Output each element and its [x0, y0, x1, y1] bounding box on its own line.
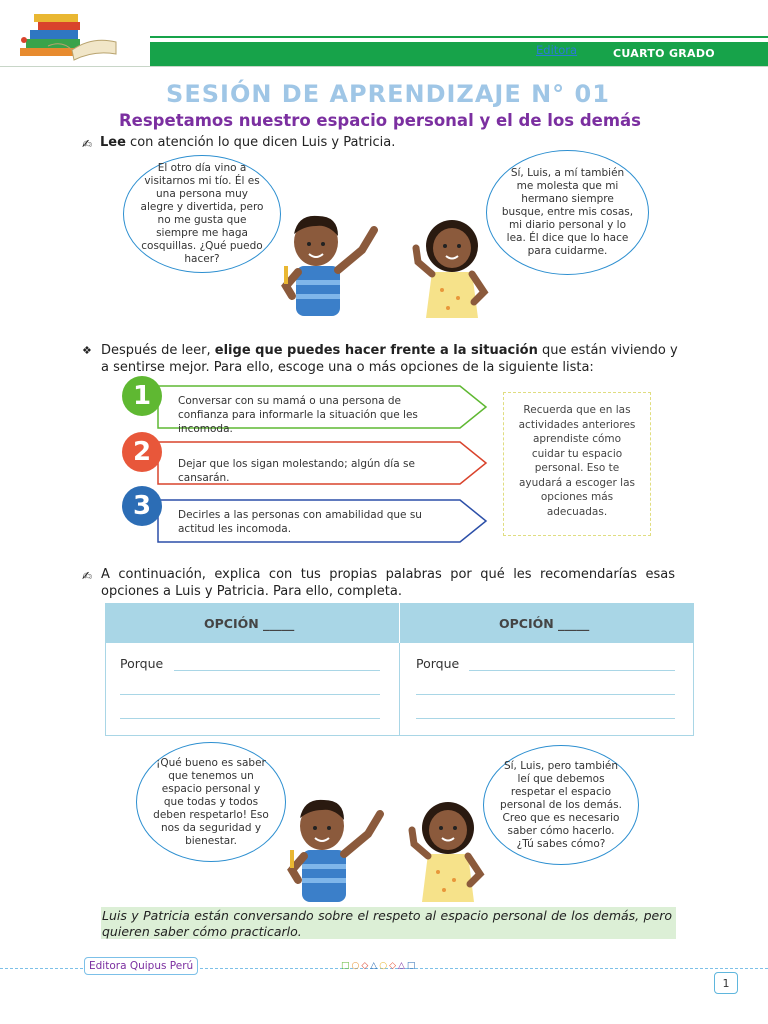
speech-bubble-patricia: [486, 150, 649, 275]
closing-text: Luis y Patricia están conversando sobre el respeto al espacio personal de los demás, pero quieren saber cómo practicarlo.: [102, 908, 672, 939]
speech-bubble-patricia-2: [483, 745, 639, 865]
speech-bubble-luis-2-text: ¡Qué bueno es saber que tenemos un espacio personal y que todas y todos deben respetarlo! Eso nos da seguridad y bienestar.: [153, 756, 269, 847]
intro-bold: Lee: [100, 135, 126, 150]
option-2[interactable]: [120, 432, 490, 488]
option-3-text: Decirles a las personas con amabilidad que su actitud les incomoda.: [178, 509, 422, 535]
page-number: 1: [714, 972, 738, 994]
answer-line-1c[interactable]: [120, 718, 380, 719]
instruction-elige-bold: elige que puedes hacer frente a la situación: [214, 343, 538, 358]
instruction-elige-pre: Después de leer,: [101, 343, 215, 358]
speech-bubble-luis-text: El otro día vino a visitarnos mi tío. Él es una persona muy alegre y divertida, pero no me gusta que siempre me haga cosquillas. ¿Qué puedo hacer?: [140, 162, 264, 265]
option-1-text: Conversar con su mamá o una persona de confianza para informarle la situación que les incomoda.: [178, 395, 418, 435]
intro-rest: con atención lo que dicen Luis y Patricia.: [125, 135, 396, 150]
page-subtitle: Respetamos nuestro espacio personal y el de los demás: [118, 111, 642, 130]
answer-line-1b[interactable]: [120, 694, 380, 695]
bullet-icon: ❖: [82, 344, 92, 357]
answer-line-2b[interactable]: [416, 694, 675, 695]
porque-label-1: Porque: [120, 656, 164, 671]
porque-label-2: Porque: [416, 656, 460, 671]
table-header-option-2: OPCIÓN _____: [499, 616, 590, 631]
reminder-note: Recuerda que en las actividades anteriores aprendiste cómo cuidar tu espacio personal. Eso te ayudará a escoger las opciones más adecuadas.: [503, 392, 651, 536]
instruction-elige-post: que están viviendo y a sentirse mejor. Para ello, escoge una o más opciones de la siguiente lista:: [101, 343, 678, 375]
intro-text: [100, 134, 395, 151]
speech-bubble-luis-2: [136, 742, 286, 862]
footer-editora-label: Editora Quipus Perú: [84, 957, 198, 975]
answer-line-2a[interactable]: [469, 670, 675, 671]
instruction-explica: A continuación, explica con tus propias palabras por qué les recomendarías esas opciones a Luis y Patricia. Para ello, completa.: [101, 567, 675, 599]
header-divider: [0, 66, 768, 67]
header-top-line: [150, 36, 768, 38]
speech-bubble-luis: [123, 155, 281, 273]
luis-illustration-2: [282, 796, 402, 906]
books-logo: [12, 10, 122, 66]
pencil-icon: ✍: [82, 137, 93, 151]
footer-shapes-icon: □○◇△○◇△□: [341, 961, 418, 971]
option-2-number: 2: [122, 432, 162, 472]
luis-illustration: [276, 210, 396, 322]
speech-bubble-patricia-2-text: Sí, Luis, pero también leí que debemos respetar el espacio personal de los demás. Creo que es necesario saber cómo hacerlo. ¿Tú sabes cómo?: [500, 759, 622, 850]
page-title: SESIÓN DE APRENDIZAJE N° 01: [166, 80, 610, 108]
answer-table-divider-body: [399, 643, 400, 736]
patricia-illustration: [408, 212, 498, 322]
pencil-icon-2: ✍: [82, 569, 93, 583]
option-1-number: 1: [122, 376, 162, 416]
patricia-illustration-2: [404, 796, 494, 906]
instruction-elige: [101, 342, 681, 376]
option-3[interactable]: [120, 486, 490, 546]
answer-line-2c[interactable]: [416, 718, 675, 719]
option-3-number: 3: [122, 486, 162, 526]
speech-bubble-patricia-text: Sí, Luis, a mí también me molesta que mi hermano siempre busque, entre mis cosas, mi diario personal y lo lea. Él dice que lo hace para cuidarme.: [501, 167, 634, 257]
header-editora-link[interactable]: Editora: [536, 43, 578, 57]
header-grade: CUARTO GRADO: [613, 47, 715, 60]
table-header-option-1: OPCIÓN _____: [204, 616, 295, 631]
answer-line-1a[interactable]: [174, 670, 380, 671]
option-1[interactable]: [120, 376, 490, 435]
option-2-text: Dejar que los sigan molestando; algún día se cansarán.: [178, 458, 415, 484]
